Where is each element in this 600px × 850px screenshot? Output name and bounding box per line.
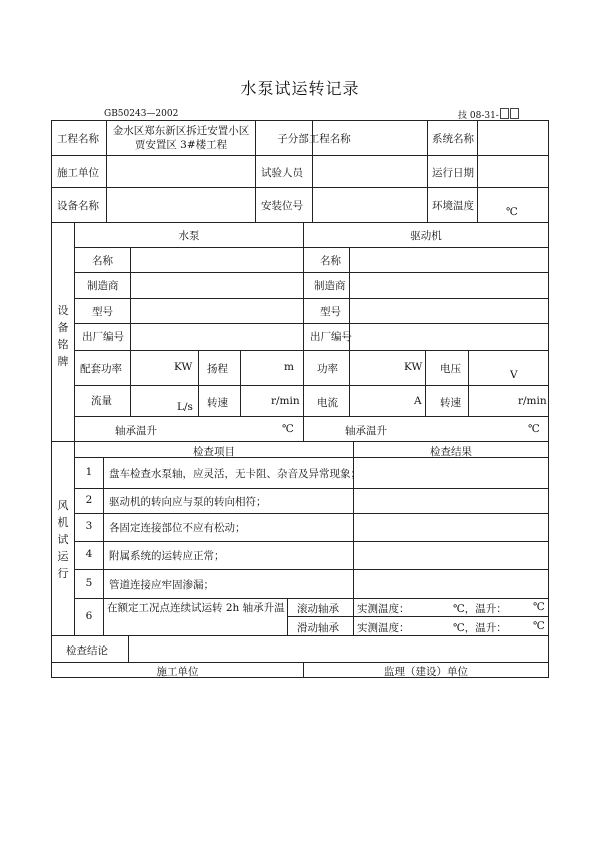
pump-speed-unit: r/min bbox=[271, 395, 300, 407]
sliding-rise-label: ℃，温升： bbox=[453, 622, 507, 634]
pump-power-unit: KW bbox=[174, 361, 193, 373]
subproject-name-label: 子分部工程名称 bbox=[277, 133, 351, 145]
ambient-temp-label: 环境温度 bbox=[432, 200, 474, 212]
driver-maker-label: 制造商 bbox=[314, 280, 346, 292]
driver-model-label: 型号 bbox=[320, 306, 341, 318]
driver-serial-label: 出厂编号 bbox=[310, 331, 352, 343]
check-item-2-no: 2 bbox=[85, 494, 93, 506]
drive-power-unit: KW bbox=[404, 361, 423, 373]
equipment-name-label: 设备名称 bbox=[57, 200, 99, 212]
check-item-6-no: 6 bbox=[85, 610, 93, 622]
drive-bearing-temp-label: 轴承温升 bbox=[345, 425, 387, 437]
drive-speed-unit: r/min bbox=[518, 395, 547, 407]
check-item-4-no: 4 bbox=[85, 548, 93, 560]
pump-name-label: 名称 bbox=[92, 255, 113, 267]
install-position-label: 安装位号 bbox=[261, 200, 303, 212]
drive-power-label: 功率 bbox=[317, 363, 338, 375]
pump-bearing-temp-label: 轴承温升 bbox=[115, 425, 157, 437]
current-label: 电流 bbox=[317, 397, 338, 409]
project-name-value: 金水区郑东新区拆迁安置小区贾安置区 3#楼工程 bbox=[112, 125, 250, 151]
check-results-header: 检查结果 bbox=[430, 446, 472, 458]
system-name-label: 系统名称 bbox=[432, 133, 474, 145]
head-label: 扬程 bbox=[207, 363, 228, 375]
rolling-rise-label: ℃，温升： bbox=[453, 603, 507, 615]
check-item-4-text: 附属系统的运转应正常； bbox=[109, 550, 225, 562]
head-unit: m bbox=[284, 361, 294, 373]
sliding-bearing-label: 滑动轴承 bbox=[297, 622, 339, 634]
check-item-5-text: 管道连接应牢固渗漏； bbox=[109, 579, 214, 591]
rolling-rise-unit: ℃ bbox=[533, 601, 545, 613]
pump-model-label: 型号 bbox=[92, 306, 113, 318]
project-name-label: 工程名称 bbox=[57, 133, 99, 145]
current-unit: A bbox=[414, 395, 422, 407]
drive-bearing-temp-unit: ℃ bbox=[528, 423, 540, 435]
footer-contractor-label: 施工单位 bbox=[156, 666, 199, 678]
drive-speed-label: 转速 bbox=[440, 397, 461, 409]
footer-supervisor-label: 监理（建设）单位 bbox=[384, 666, 468, 678]
form-code-text: 技 08-31- bbox=[458, 111, 499, 121]
check-item-6-text: 在额定工况点连续试运转 2h 轴承升温 bbox=[107, 602, 285, 614]
check-item-3-no: 3 bbox=[85, 520, 93, 532]
sliding-rise-unit: ℃ bbox=[533, 620, 545, 632]
flow-label: 流量 bbox=[91, 395, 112, 407]
pump-maker-label: 制造商 bbox=[87, 280, 119, 292]
contractor-label: 施工单位 bbox=[57, 167, 99, 179]
pump-serial-label: 出厂编号 bbox=[82, 331, 124, 343]
flow-unit: L/s bbox=[177, 401, 193, 413]
pump-power-label: 配套功率 bbox=[80, 363, 122, 375]
form-title: 水泵试运转记录 bbox=[240, 79, 360, 98]
check-item-2-text: 驱动机的转向应与泵的转向相符； bbox=[109, 496, 267, 508]
nameplate-side-label: 设备铭牌 bbox=[57, 304, 69, 368]
conclusion-label: 检查结论 bbox=[66, 645, 108, 657]
driver-name-label: 名称 bbox=[320, 255, 341, 267]
pump-speed-label: 转速 bbox=[207, 397, 228, 409]
pump-section-header: 水泵 bbox=[178, 230, 200, 242]
pump-bearing-temp-unit: ℃ bbox=[282, 423, 294, 435]
check-item-5-no: 5 bbox=[85, 577, 93, 589]
voltage-unit: V bbox=[510, 369, 518, 381]
check-item-3-text: 各固定连接部位不应有松动； bbox=[109, 522, 246, 534]
check-item-1-text: 盘车检查水泵轴，应灵活，无卡阻、杂音及异常现象； bbox=[109, 468, 361, 480]
rolling-bearing-label: 滚动轴承 bbox=[297, 603, 339, 615]
check-items-header: 检查项目 bbox=[193, 446, 235, 458]
trial-side-label: 风机试运行 bbox=[57, 499, 69, 580]
ambient-temp-unit: ℃ bbox=[506, 206, 518, 218]
run-date-label: 运行日期 bbox=[432, 167, 474, 179]
check-item-1-no: 1 bbox=[85, 466, 93, 478]
voltage-label: 电压 bbox=[440, 363, 461, 375]
rolling-measured-label: 实测温度： bbox=[357, 603, 410, 615]
driver-section-header: 驱动机 bbox=[410, 230, 442, 242]
tester-label: 试验人员 bbox=[261, 167, 303, 179]
sliding-measured-label: 实测温度： bbox=[357, 622, 410, 634]
standard-code: GB50243—2002 bbox=[104, 109, 179, 119]
